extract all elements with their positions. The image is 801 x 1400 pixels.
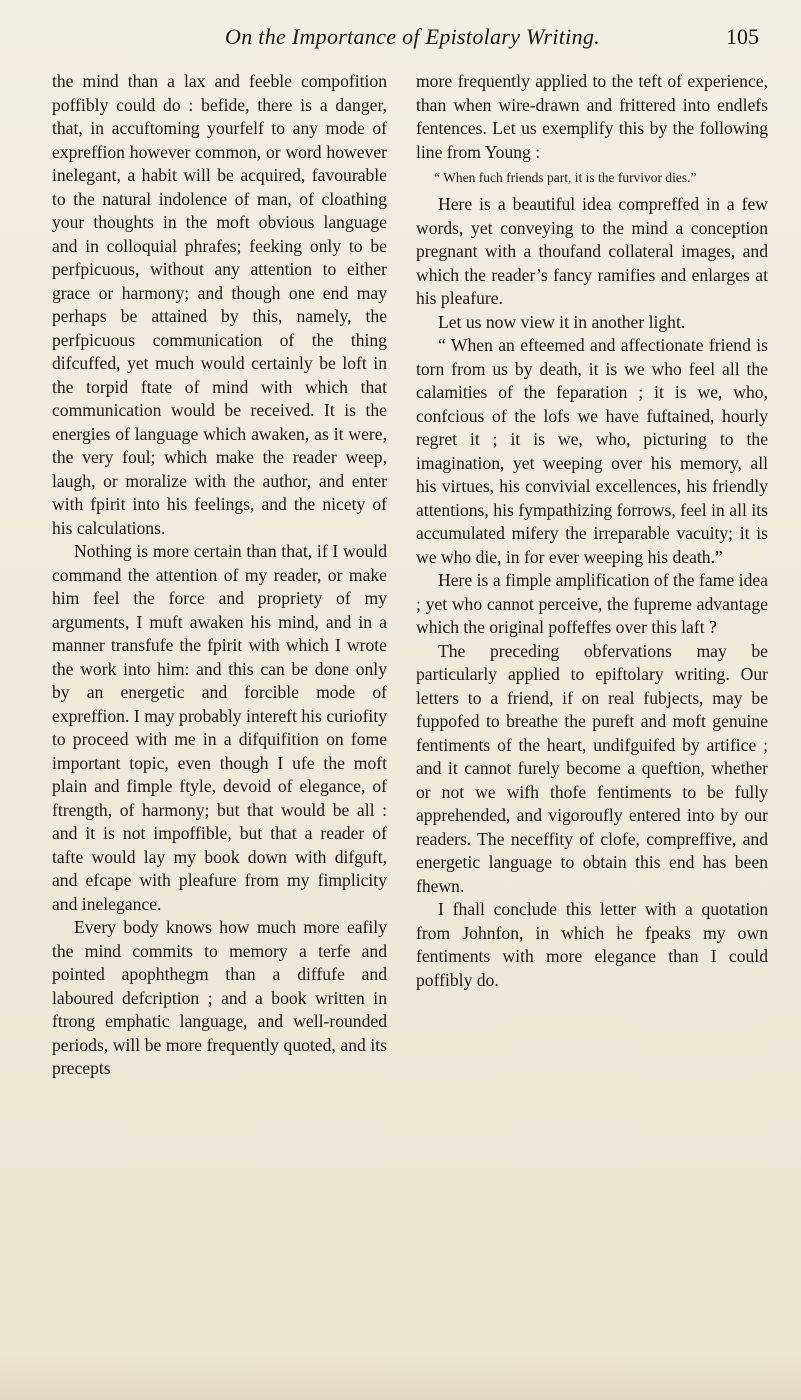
paragraph: Here is a beautiful idea compreffed in a few words, yet conveying to the mind a conception pregnant with a thoufand collateral images, and which the reader’s fancy ramifies and enlarges at his pleafure. [416,194,768,308]
left-column [52,70,387,1081]
page-bottom-edge [0,1350,801,1400]
paragraph: The preceding obfervations may be particularly applied to epiftolary writing. Our letters to a friend, if on real fubjects, may be fuppofed to breathe the pureft and moft genuine fentiments of the heart, undifguifed by artifice ; and it cannot furely become a queftion, whether or not we wifh thofe fentiments to be fully apprehended, and vigoroufly entered into by our readers. The neceffity of clofe, compreffive, and energetic language to obtain this end has been fhewn. [416,640,768,896]
block-quote: “ When fuch friends part, it is the furvivor dies.” [434,170,697,185]
quoted-passage: “ When an efteemed and affectionate friend is torn from us by death, it is we who feel all the calamities of the feparation ; it is we, who, confcious of the lofs we have fuftained, hourly regret it ; it is we, who, picturing to the imagination, yet weeping over his memory, all his virtues, his convivial excellences, his friendly attentions, his fympathizing forrows, feel in all its accumulated mifery the irreparable vacuity; it is we who die, in for ever weeping his death.” [416,335,768,567]
paragraph-continued: more frequently applied to the teft of experience, than when wire-drawn and frittered into endlefs fentences. Let us exemplify this by the following line from Young : [416,71,768,162]
page-header [0,20,801,60]
paragraph-continued: the mind than a lax and feeble compofition poffibly could do : befide, there is a danger, that, in accuftoming yourfelf to any mode of expreffion however common, or word however inelegant, a habit will be acquired, favourable to the natural indolence of man, of cloathing your thoughts in the moft obvious language and in colloquial phrafes; feeking only to be perfpicuous, without any attention to either grace or harmony; and though one end may perhaps be attained by this, namely, the perfpicuous communication of the thing difcuffed, yet much would certainly be loft in the torpid ftate of mind with which that communication would be received. It is the energies of language which awaken, as it were, the very foul; which make the reader weep, laugh, or moralize with the author, and enter with fpirit into his feelings, and the nicety of his calculations. [52,71,387,538]
page-number: 105 [726,24,759,49]
right-column [416,70,768,992]
running-head: On the Importance of Epistolary Writing. [225,24,600,49]
paragraph: Every body knows how much more eafily the mind commits to memory a terfe and pointed apophthegm than a diffufe and laboured defcription ; and a book written in ftrong emphatic language, and well-rounded periods, will be more frequently quoted, and its precepts [52,917,387,1078]
paragraph: I fhall conclude this letter with a quotation from Johnfon, in which he fpeaks my own fentiments with more elegance than I could poffibly do. [416,899,768,990]
paragraph: Let us now view it in another light. [438,311,686,332]
paragraph: Here is a fimple amplification of the fame idea ; yet who cannot perceive, the fupreme advantage which the original poffeffes over this laft ? [416,570,768,637]
paragraph: Nothing is more certain than that, if I would command the attention of my reader, or make him feel the force and propriety of my arguments, I muft awaken his mind, and in a manner transfufe the fpirit with which I wrote the work into him: and this can be done only by an energetic and forcible mode of expreffion. I may probably intereft his curiofity to proceed with me in a difquifition on fome important topic, even though I ufe the moft plain and fimple ftyle, devoid of elegance, of ftrength, of harmony; but that would be all : and it is not impoffible, but that a reader of tafte would lay my book down with difguft, and efcape with pleafure from my fimplicity and inelegance. [52,541,387,914]
